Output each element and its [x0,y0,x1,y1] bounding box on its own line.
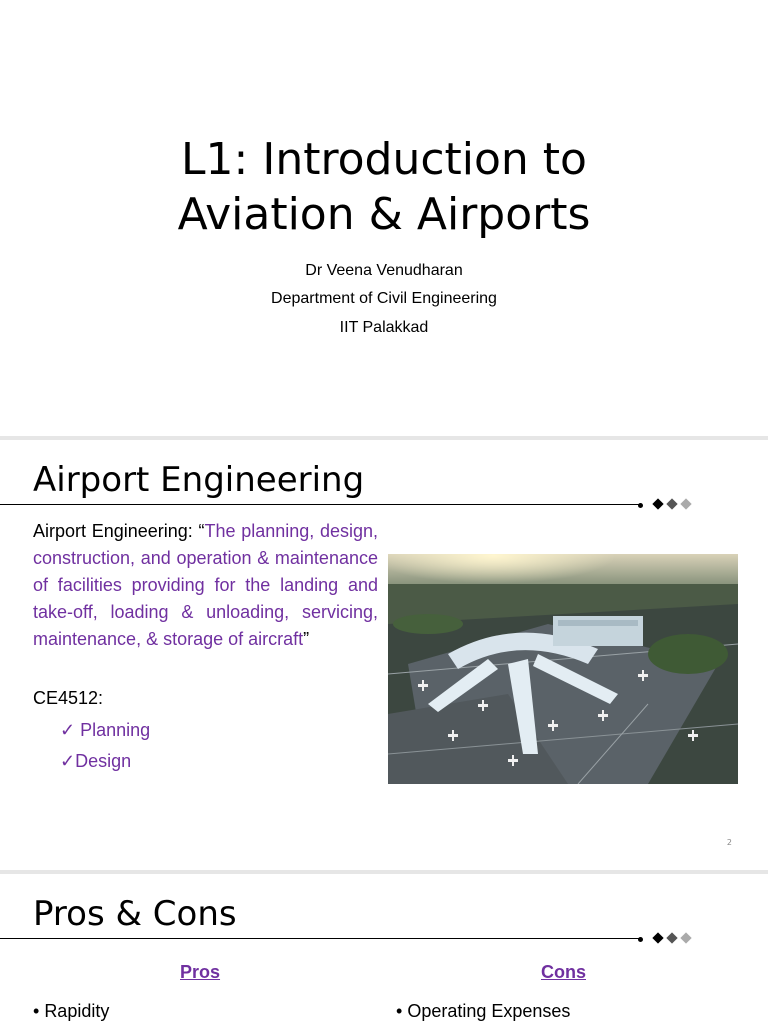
slide-title [0,132,768,242]
course-code: CE4512: [33,688,104,708]
department-name: Department of Civil Engineering [271,290,497,307]
pros-heading: Pros [180,962,221,982]
cons-item: • Operating Expenses [396,1001,571,1021]
airport-illustration [388,554,738,784]
diamond-icon [666,932,677,943]
pros-item-text: Rapidity [44,1001,110,1021]
diamond-icon [680,932,691,943]
definition-close: ” [303,629,310,649]
slide-heading: Airport Engineering [33,460,365,500]
pros-cons-slide [0,874,768,1024]
check-item-planning: ✓ Planning [60,720,151,740]
diamond-icon [652,932,663,943]
title-slide [0,0,768,436]
check-item-design: ✓Design [60,751,132,771]
airport-engineering-slide [0,440,768,870]
pros-item: • Rapidity [33,1001,110,1021]
heading-rule [0,504,640,505]
diamond-ornament [638,499,698,511]
title-line-2: Aviation & Airports [177,189,591,240]
dot-icon [638,503,643,508]
title-line-1: L1: Introduction to [181,134,587,185]
diamond-icon [666,498,677,509]
diamond-ornament [638,933,698,945]
definition-text [33,518,378,653]
institute-name: IIT Palakkad [339,319,429,336]
slide-heading: Pros & Cons [33,894,237,934]
author-name: Dr Veena Venudharan [305,262,463,279]
page-number: 2 [726,838,732,847]
cons-item-text: Operating Expenses [407,1001,571,1021]
cons-heading: Cons [541,962,586,982]
diamond-icon [680,498,691,509]
diamond-icon [652,498,663,509]
dot-icon [638,937,643,942]
definition-quote: The planning, design, construction, and operation & maintenance of facilities providing for the landing and take-off, loading & unloading, servicing, maintenance, & storage of aircraft [33,521,378,649]
definition-lead: Airport Engineering: “ [33,521,205,541]
heading-rule [0,938,640,939]
airport-aerial-photo [388,554,738,784]
